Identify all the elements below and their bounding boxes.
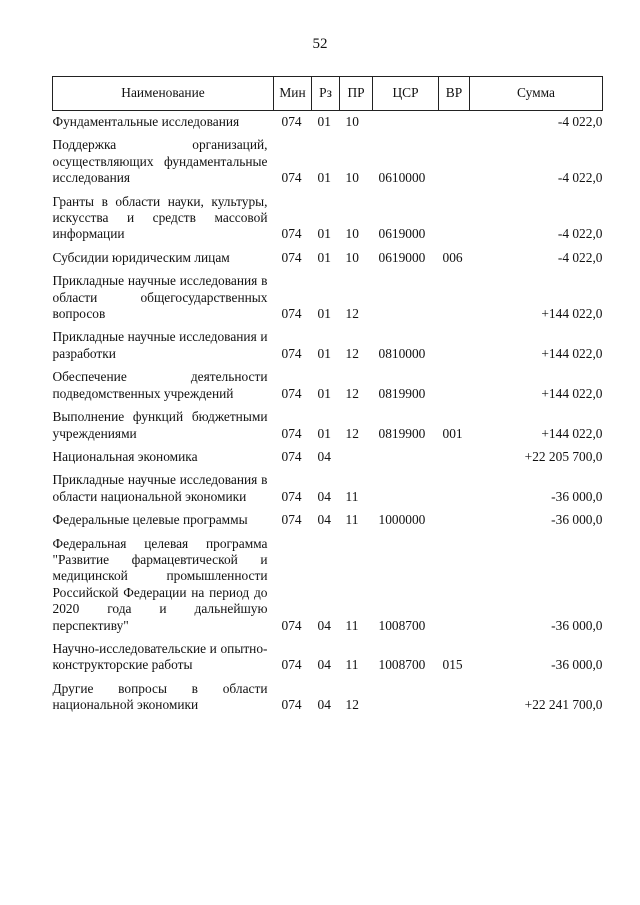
row-vr bbox=[439, 366, 470, 406]
row-sum: -4 022,0 bbox=[557, 249, 603, 265]
row-name: Прикладные научные исследования и разработки bbox=[52, 329, 268, 361]
row-vr bbox=[439, 446, 470, 469]
row-sum: +22 241 700,0 bbox=[524, 697, 603, 713]
table-header bbox=[53, 77, 603, 111]
row-min: 074 bbox=[281, 114, 302, 129]
row-sum: +144 022,0 bbox=[541, 345, 603, 361]
row-name: Федеральная целевая программа "Развитие фармацевтической и медицинской промышленности Российской Федерации на период до 2020 года и дальнейшую перспективу" bbox=[52, 535, 268, 633]
table-row bbox=[53, 326, 603, 366]
row-name: Выполнение функций бюджетными учреждениями bbox=[52, 409, 268, 441]
row-pr: 12 bbox=[345, 425, 359, 441]
row-csr: 0619000 bbox=[378, 249, 426, 265]
row-min: 074 bbox=[281, 385, 302, 401]
row-sum: -4 022,0 bbox=[557, 170, 603, 186]
row-name: Обеспечение деятельности подведомственных учреждений bbox=[52, 369, 268, 401]
table-row bbox=[53, 446, 603, 469]
row-pr: 11 bbox=[345, 657, 359, 673]
row-rz: 04 bbox=[317, 617, 331, 633]
row-name: Прикладные научные исследования в области общегосударственных вопросов bbox=[52, 273, 268, 322]
row-pr: 12 bbox=[345, 306, 359, 322]
row-min: 074 bbox=[281, 306, 302, 322]
row-rz: 01 bbox=[317, 425, 331, 441]
row-name: Другие вопросы в области национальной экономики bbox=[52, 680, 268, 713]
row-min: 074 bbox=[281, 657, 302, 673]
row-rz: 01 bbox=[317, 170, 331, 186]
row-rz: 01 bbox=[317, 114, 331, 129]
row-vr bbox=[439, 111, 470, 135]
page-number: 52 bbox=[312, 36, 328, 52]
row-rz: 01 bbox=[317, 306, 331, 322]
header-sum: Сумма bbox=[470, 77, 603, 111]
table-body bbox=[53, 111, 603, 718]
row-name: Прикладные научные исследования в области национальной экономики bbox=[52, 472, 268, 504]
row-vr bbox=[439, 270, 470, 326]
row-min: 074 bbox=[281, 617, 302, 633]
row-csr: 0610000 bbox=[378, 170, 426, 186]
row-vr: 001 bbox=[442, 425, 463, 441]
row-vr bbox=[439, 509, 470, 532]
row-pr: 10 bbox=[345, 170, 359, 186]
header-row bbox=[53, 77, 603, 111]
row-rz: 01 bbox=[317, 385, 331, 401]
row-sum: +144 022,0 bbox=[541, 385, 603, 401]
row-name: Научно-исследовательские и опытно-конструкторские работы bbox=[52, 640, 268, 673]
row-csr bbox=[373, 270, 439, 326]
table-row bbox=[53, 366, 603, 406]
header-min: Мин bbox=[274, 77, 312, 111]
row-min: 074 bbox=[281, 226, 302, 242]
row-name: Субсидии юридическим лицам bbox=[52, 249, 230, 265]
row-vr bbox=[439, 326, 470, 366]
row-csr: 0819900 bbox=[378, 385, 426, 401]
row-pr: 11 bbox=[345, 488, 359, 504]
row-rz: 01 bbox=[317, 226, 331, 242]
header-pr: ПР bbox=[340, 77, 373, 111]
row-vr bbox=[439, 191, 470, 247]
table-row bbox=[53, 406, 603, 446]
row-sum: +144 022,0 bbox=[541, 306, 603, 322]
row-rz: 04 bbox=[317, 697, 331, 713]
table-row bbox=[53, 247, 603, 270]
row-sum: +22 205 700,0 bbox=[524, 448, 603, 464]
row-pr: 12 bbox=[345, 697, 359, 713]
table-row bbox=[53, 134, 603, 190]
row-csr bbox=[373, 469, 439, 509]
row-rz: 04 bbox=[317, 448, 331, 464]
row-vr: 015 bbox=[442, 657, 463, 673]
row-pr: 11 bbox=[345, 512, 359, 528]
row-rz: 01 bbox=[317, 249, 331, 265]
row-name: Гранты в области науки, культуры, искусства и средств массовой информации bbox=[52, 193, 268, 242]
header-vr: ВР bbox=[439, 77, 470, 111]
table-row bbox=[53, 678, 603, 718]
row-csr: 1008700 bbox=[378, 657, 426, 673]
row-pr: 10 bbox=[345, 114, 359, 129]
row-csr bbox=[373, 446, 439, 469]
header-csr: ЦСР bbox=[373, 77, 439, 111]
row-min: 074 bbox=[281, 345, 302, 361]
row-pr bbox=[340, 446, 373, 469]
row-name: Фундаментальные исследования bbox=[52, 114, 240, 129]
row-sum: -36 000,0 bbox=[551, 617, 603, 633]
table-row bbox=[53, 270, 603, 326]
row-sum: -36 000,0 bbox=[551, 488, 603, 504]
row-vr bbox=[439, 469, 470, 509]
row-sum: +144 022,0 bbox=[541, 425, 603, 441]
row-sum: -36 000,0 bbox=[551, 512, 603, 528]
table-row bbox=[53, 469, 603, 509]
row-name: Поддержка организаций, осуществляющих фундаментальные исследования bbox=[52, 137, 268, 186]
row-min: 074 bbox=[281, 697, 302, 713]
row-pr: 12 bbox=[345, 345, 359, 361]
row-vr bbox=[439, 678, 470, 718]
row-csr: 0810000 bbox=[378, 345, 426, 361]
table-row bbox=[53, 509, 603, 532]
row-pr: 10 bbox=[345, 226, 359, 242]
row-csr: 0619000 bbox=[378, 226, 426, 242]
row-min: 074 bbox=[281, 249, 302, 265]
row-csr: 1008700 bbox=[378, 617, 426, 633]
row-rz: 01 bbox=[317, 345, 331, 361]
budget-table bbox=[52, 76, 603, 718]
header-name: Наименование bbox=[53, 77, 274, 111]
row-sum: -36 000,0 bbox=[551, 657, 603, 673]
row-csr: 0819900 bbox=[378, 425, 426, 441]
row-sum: -4 022,0 bbox=[557, 226, 603, 242]
row-rz: 04 bbox=[317, 512, 331, 528]
table-row bbox=[53, 191, 603, 247]
row-min: 074 bbox=[281, 512, 302, 528]
row-pr: 10 bbox=[345, 249, 359, 265]
row-csr bbox=[373, 678, 439, 718]
table-row bbox=[53, 638, 603, 678]
row-rz: 04 bbox=[317, 488, 331, 504]
row-min: 074 bbox=[281, 448, 302, 464]
row-vr bbox=[439, 134, 470, 190]
row-vr bbox=[439, 533, 470, 638]
row-min: 074 bbox=[281, 425, 302, 441]
row-min: 074 bbox=[281, 488, 302, 504]
row-pr: 12 bbox=[345, 385, 359, 401]
row-name: Национальная экономика bbox=[52, 448, 198, 464]
row-vr: 006 bbox=[442, 249, 463, 265]
row-pr: 11 bbox=[345, 617, 359, 633]
row-csr bbox=[373, 111, 439, 135]
row-sum: -4 022,0 bbox=[557, 114, 603, 129]
table-row bbox=[53, 533, 603, 638]
row-csr: 1000000 bbox=[378, 512, 426, 528]
row-min: 074 bbox=[281, 170, 302, 186]
row-rz: 04 bbox=[317, 657, 331, 673]
row-name: Федеральные целевые программы bbox=[52, 512, 248, 528]
header-rz: Рз bbox=[312, 77, 340, 111]
table-row bbox=[53, 111, 603, 135]
